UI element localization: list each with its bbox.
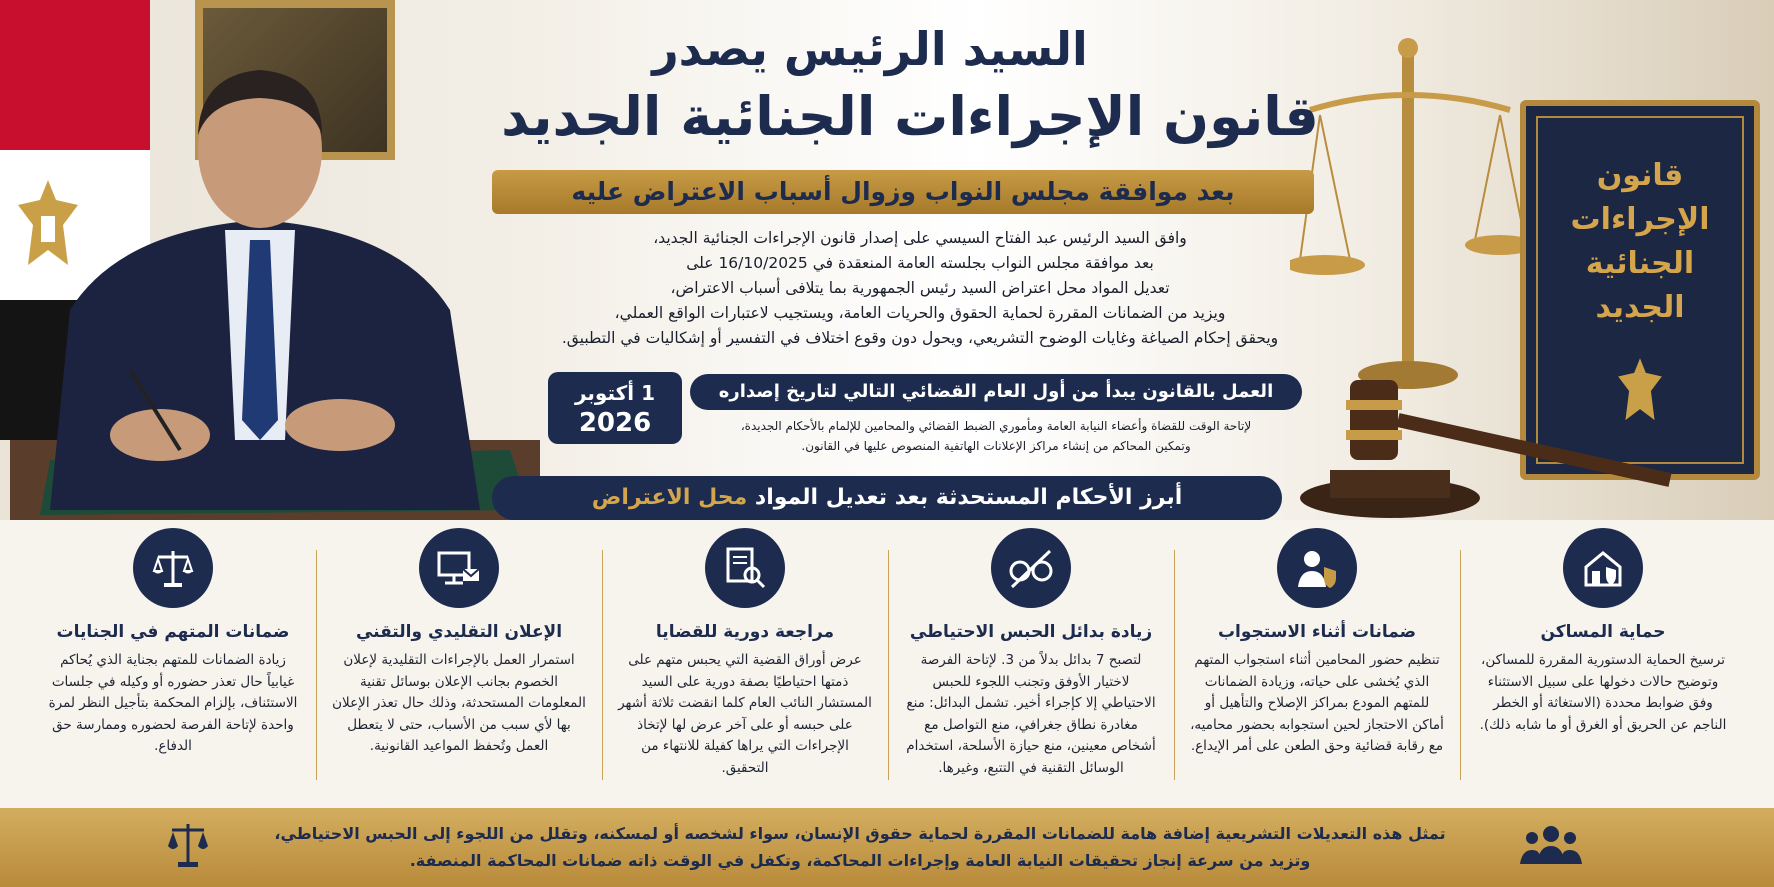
card-home-protection <box>1468 522 1738 800</box>
book-title-line4: الجديد <box>1595 290 1685 325</box>
card-body: لتصبح 7 بدائل بدلاً من 3. لإتاحة الفرصة لاختيار الأوفق وتجنب اللجوء للحبس الاحتياطي إلا كإجراء أخير. تشمل البدائل: منع مغادرة نطاق جغرافي، منع التواصل مع أشخاص معينين، منع حيازة الأسلحة، استخدام الوسائل التقنية في التتبع، وغيرها. <box>906 652 1156 776</box>
intro-paragraph <box>510 226 1330 356</box>
effective-note-line2: وتمكين المحاكم من إنشاء مراكز الإعلانات الهاتفية المنصوص عليها في القانون. <box>801 439 1191 453</box>
main-title-line1: السيد الرئيس يصدر <box>652 22 1088 76</box>
intro-line: ويحقق إحكام الصياغة وغايات الوضوح التشريعي، ويحول دون وقوع اختلاف في التفسير أو إشكاليات في التطبيق. <box>561 329 1279 347</box>
computer-envelope-icon <box>419 528 499 608</box>
scales-icon <box>133 528 213 608</box>
card-body: زيادة الضمانات للمتهم بجناية الذي يُحاكم غيابياً حال تعذر حضوره أو وكيله في جلسات الاستئناف، بإلزام المحكمة بتأجيل النظر لمرة واحدة لإتاحة الفرصة لحضوره وممارسة حق الدفاع. <box>48 652 298 754</box>
book-title-line2: الإجراءات <box>1570 202 1710 237</box>
provisions-cards <box>20 522 1754 800</box>
card-title: ضمانات أثناء الاستجواب <box>1217 622 1417 642</box>
footer-line1: تمثل هذه التعديلات التشريعية إضافة هامة للضمانات المقررة لحماية حقوق الإنسان، سواء لشخصه أو لمسكنه، وتقلل من اللجوء إلى الحبس الاحتياطي، <box>274 824 1446 843</box>
card-title: حماية المساكن <box>1540 622 1666 642</box>
book-title-line3: الجنائية <box>1585 246 1695 281</box>
handcuffs-crossed-icon <box>991 528 1071 608</box>
intro-line: ويزيد من الضمانات المقررة لحماية الحقوق والحريات العامة، ويستجيب لاعتبارات الواقع العملي، <box>614 304 1226 322</box>
effective-note <box>690 416 1302 460</box>
provisions-banner-highlight: محل الاعتراض <box>591 485 748 510</box>
card-notification <box>324 522 594 800</box>
provisions-banner <box>492 476 1282 520</box>
president-portrait <box>10 40 540 520</box>
footer-text <box>200 820 1520 880</box>
card-divider <box>1460 550 1461 780</box>
card-divider <box>1174 550 1175 780</box>
card-detention-alternatives <box>896 522 1166 800</box>
card-body: ترسيخ الحماية الدستورية المقررة للمساكن، وتوضيح حالات دخولها على سبيل الاستثناء وفق ضوابط محددة (الاستغاثة أو الخطر الناجم عن الحريق أو الغرق أو ما شابه ذلك). <box>1479 652 1727 733</box>
intro-line: وافق السيد الرئيس عبد الفتاح السيسي على إصدار قانون الإجراءات الجنائية الجديد، <box>653 229 1187 247</box>
intro-line: تعديل المواد محل اعتراض السيد رئيس الجمهورية بما يتلافى أسباب الاعتراض، <box>670 279 1170 297</box>
effective-note-line1: لإتاحة الوقت للقضاة وأعضاء النيابة العامة ومأموري الضبط القضائي والمحامين للإلمام بالأحكام الجديدة، <box>740 419 1252 433</box>
intro-line: بعد موافقة مجلس النواب بجلسته العامة المنعقدة في 16/10/2025 على <box>686 254 1154 272</box>
subtitle-banner: بعد موافقة مجلس النواب وزوال أسباب الاعتراض عليه <box>492 170 1314 214</box>
card-interrogation-guarantees <box>1182 522 1452 800</box>
document-magnifier-icon <box>705 528 785 608</box>
card-title: الإعلان التقليدي والتقني <box>355 622 563 642</box>
card-divider <box>316 550 317 780</box>
card-title: زيادة بدائل الحبس الاحتياطي <box>909 622 1153 642</box>
effective-date-badge <box>548 372 682 444</box>
house-shield-icon <box>1563 528 1643 608</box>
card-divider <box>602 550 603 780</box>
main-title-line2: قانون الإجراءات الجنائية الجديد <box>501 85 1319 148</box>
lawyer-shield-icon <box>1277 528 1357 608</box>
gavel-image <box>1290 370 1680 520</box>
people-group-icon <box>1518 822 1584 866</box>
footer-line2: وتزيد من سرعة إنجاز تحقيقات النيابة العامة وإجراءات المحاكمة، وتكفل في الوقت ذاته ضمانات المحاكمة المنصفة. <box>409 851 1311 870</box>
card-periodic-review <box>610 522 880 800</box>
effective-date-year: 2026 <box>578 408 652 438</box>
card-divider <box>888 550 889 780</box>
card-title: مراجعة دورية للقضايا <box>655 622 835 642</box>
card-body: استمرار العمل بالإجراءات التقليدية لإعلان الخصوم بجانب الإعلان بوسائل تقنية المعلومات المستحدثة، وذلك حال تعذر الإعلان بها لأي سبب من الأسباب، حتى لا يتعطل العمل وتُحفظ المواعيد القانونية. <box>332 652 586 754</box>
book-title-line1: قانون <box>1596 158 1684 193</box>
card-felony-guarantees <box>38 522 308 800</box>
provisions-banner-main: أبرز الأحكام المستحدثة بعد تعديل المواد <box>754 485 1183 510</box>
card-body: تنظيم حضور المحامين أثناء استجواب المتهم الذي يُخشى على حياته، وزيادة الضمانات للمتهم المودع بمراكز الإصلاح والتأهيل أو أماكن الاحتجاز لحين استجوابه بحضور محاميه، مع رقابة قضائية وحق الطعن على أمر الإيداع. <box>1190 652 1444 754</box>
effective-date-day-month: 1 أكتوبر <box>574 381 656 405</box>
effective-banner: العمل بالقانون يبدأ من أول العام القضائي التالي لتاريخ إصداره <box>690 374 1302 410</box>
card-title: ضمانات المتهم في الجنايات <box>56 622 290 642</box>
card-body: عرض أوراق القضية التي يحبس متهم على ذمتها احتياطيًا بصفة دورية على السيد المستشار النائب العام كلما انقضت ثلاثة أشهر على حبسه أو على آخر عرض لها لإتخاذ الإجراءات التي يراها كفيلة للانتهاء من التحقيق. <box>618 652 872 776</box>
